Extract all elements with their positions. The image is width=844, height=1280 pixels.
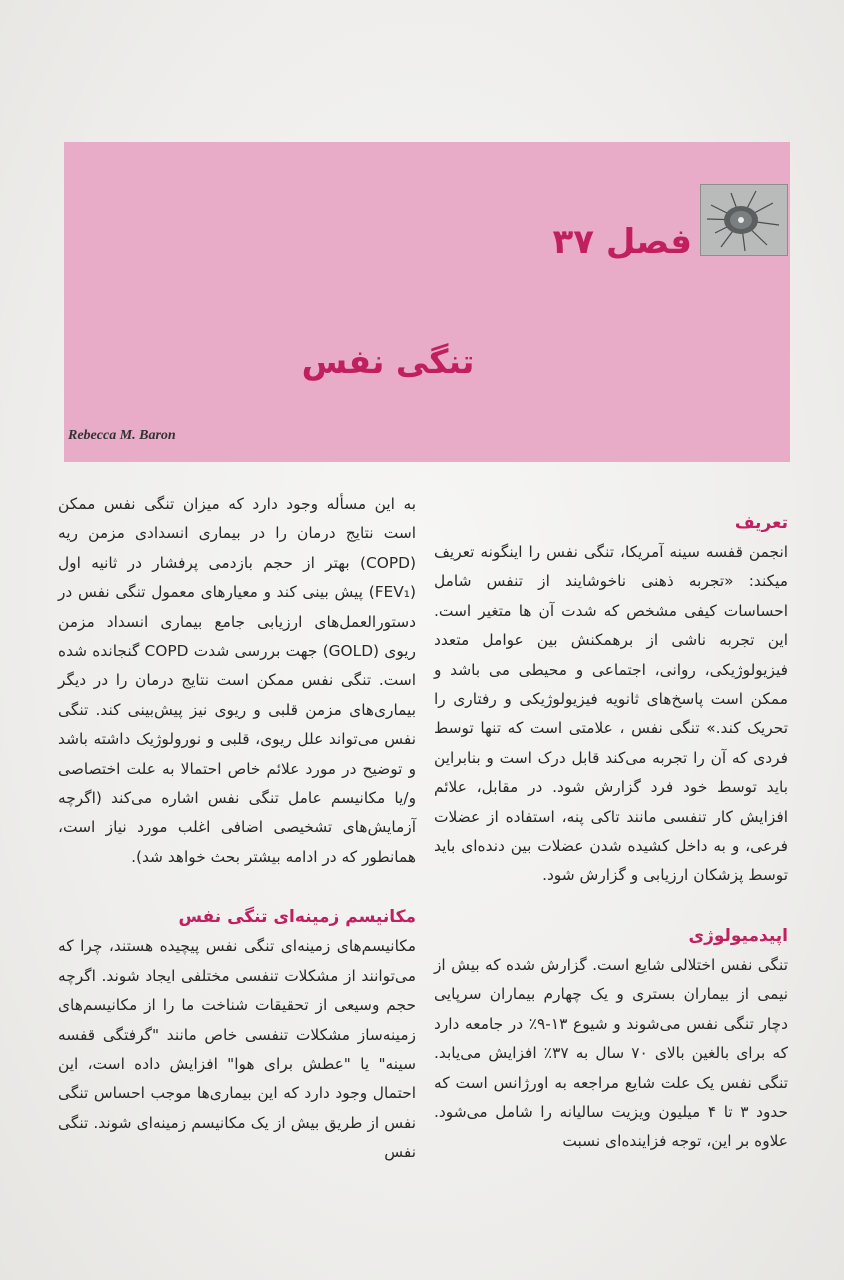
intro-paragraph: به این مسأله وجود دارد که میزان تنگی نفس ممکن است نتایج درمان را در بیماری انسدادی مزمن ریه (COPD) بهتر از حجم بازدمی پرفشار در ثانیه اول (FEV₁) پیش بینی کند و معیارهای معمول تنگی نفس در دستورالعمل‌های ارزیابی جامع بیماری انسداد مزمن ریوی (GOLD) جهت بررسی شدت COPD گنجانده شده است. تنگی نفس ممکن است نتایج درمان را در دیگر بیماری‌های مزمن قلبی و ریوی نیز پیش‌بینی کند. تنگی نفس می‌تواند علل ریوی، قلبی و نورولوژیک داشته باشد و توضیح در مورد علائم خاص احتمالا به علت اختصاصی و/یا مکانیسم عامل تنگی نفس اشاره می‌کند (اگرچه آزمایش‌های تشخیصی اضافی اغلب مورد نیاز است، همانطور که در ادامه بیشتر بحث خواهد شد). [58, 495, 416, 866]
mechanism-heading: مکانیسم زمینه‌ای تنگی نفس [178, 907, 416, 928]
epidemiology-paragraph: تنگی نفس اختلالی شایع است. گزارش شده که بیش از نیمی از بیماران بستری و یک چهارم بیماران سرپایی دچار تنگی نفس می‌شوند و شیوع ۱۳-۹٪ در جامعه دارد که برای بالغین بالای ۷۰ سال به ۳۷٪ افزایش می‌یابد. تنگی نفس یک علت شایع مراجعه به اورژانس است که حدود ۳ تا ۴ میلیون ویزیت سالیانه را شامل می‌شود. علاوه بر این، توجه فزاینده‌ای نسبت [434, 955, 789, 1151]
epidemiology-heading: اپیدمیولوژی [688, 925, 788, 946]
cell-micrograph-icon [700, 184, 788, 256]
mechanism-paragraph: مکانیسم‌های زمینه‌ای تنگی نفس پیچیده هستند، چرا که می‌توانند از مشکلات تنفسی مختلفی ایجاد شوند. اگرچه حجم وسیعی از تحقیقات شناخت ما را از مکانیسم‌های زمینه‌ساز مشکلات تنفسی خاص مانند "گرفتگی قفسه سینه" یا "عطش برای هوا" افزایش داده است، این احتمال وجود دارد که این بیماری‌ها موجب احساس تنگی نفس از طریق بیش از یک مکانیسم زمینه‌ای شوند. تنگی نفس [58, 937, 416, 1162]
micrograph-image [701, 185, 787, 255]
page-title: تنگی نفس [301, 342, 475, 381]
definition-paragraph: انجمن قفسه سینه آمریکا، تنگی نفس را اینگونه تعریف میکند: «تجربه ذهنی ناخوشایند از تنفس شامل احساسات کیفی مشخص که شدت آن ها متغیر است. این تجربه ناشی از برهمکنش بین عوامل متعدد فیزیولوژیکی، روانی، اجتماعی و محیطی می باشد و ممکن است پاسخ‌های ثانویه فیزیولوژیکی و رفتاری را تحریک کند.» تنگی نفس ، علامتی است که تنها توسط فردی که آن را تجربه می‌کند قابل درک است و بنابراین باید توسط خود فرد گزارش شود. در مقابل، علائم افزایش کار تنفسی مانند تاکی پنه، استفاده از عضلات فرعی، و به داخل کشیده شدن عضلات بین دنده‌ای باید توسط پزشکان ارزیابی و گزارش شود. [434, 543, 788, 885]
definition-heading: تعریف [734, 513, 788, 533]
chapter-header-band [64, 142, 790, 462]
left-text-column [58, 490, 416, 1168]
right-text-column [434, 508, 788, 1157]
chapter-number: فصل ۳۷ [552, 222, 692, 262]
author-name: Rebecca M. Baron [68, 428, 176, 443]
